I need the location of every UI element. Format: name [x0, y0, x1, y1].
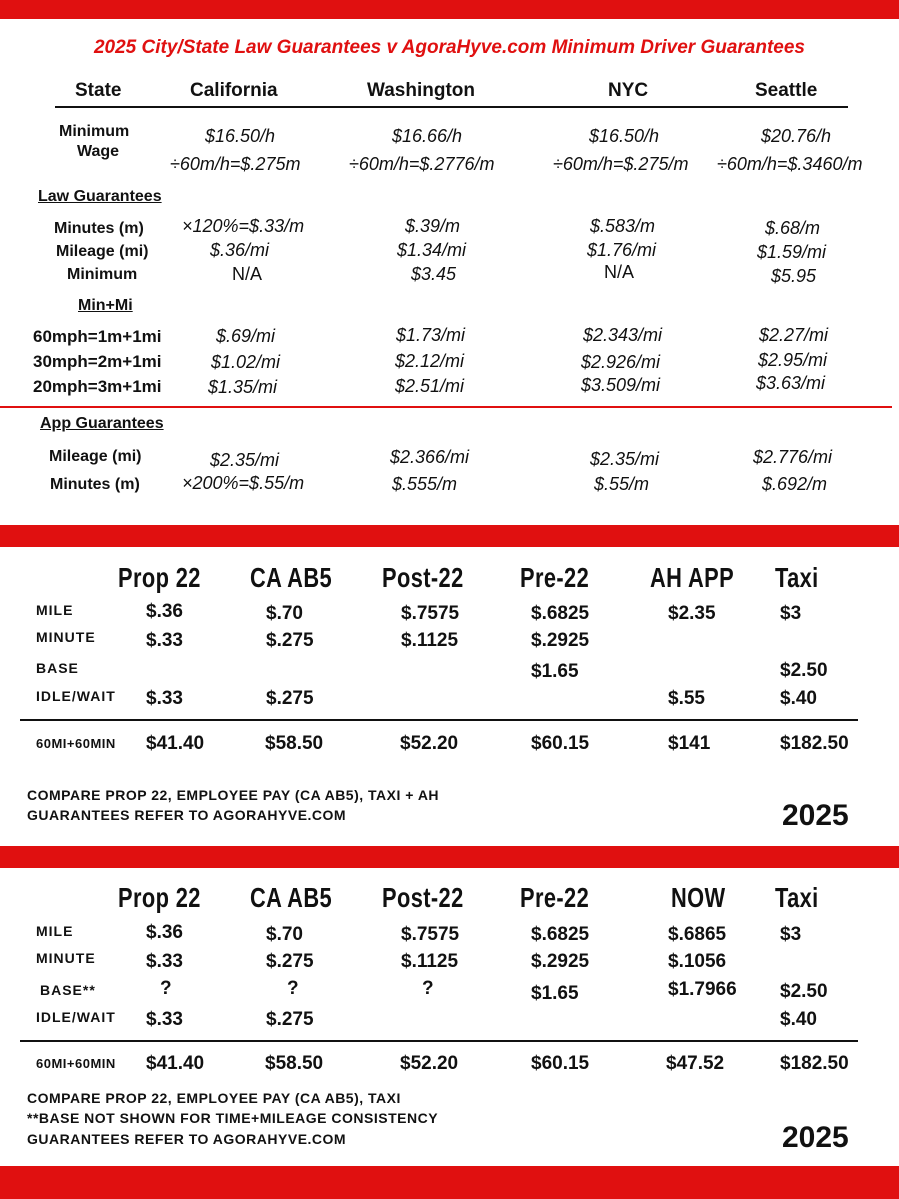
minmi-nyc-20: $3.509/mi — [581, 375, 661, 395]
app-label-minutes: Minutes (m) — [50, 476, 140, 493]
bot-header-prop22: Prop 22 — [118, 882, 201, 913]
law-ca-minimum: N/A — [232, 264, 263, 284]
bot-note-line-3: GUARANTEES REFER TO AGORAHYVE.COM — [27, 1131, 347, 1147]
mid-note-line-2: GUARANTEES REFER TO AGORAHYVE.COM — [27, 807, 347, 823]
mid-taxi-base: $2.50 — [780, 660, 828, 681]
bot-prop22-idle: $.33 — [146, 1009, 183, 1030]
app-ca-minutes: ×200%=$.55/m — [182, 473, 305, 493]
law-wa-minimum: $3.45 — [411, 264, 457, 284]
mid-pre22-minute: $.2925 — [531, 630, 590, 651]
mid-total-post22: $52.20 — [400, 733, 459, 754]
bot-post22-base: ? — [422, 978, 434, 999]
app-seattle-minutes: $.692/m — [762, 474, 828, 494]
app-label-mileage: Mileage (mi) — [49, 448, 142, 465]
bot-total-rule — [20, 1040, 858, 1042]
app-ca-mileage: $2.35/mi — [210, 450, 280, 470]
mid-prop22-mile: $.36 — [146, 601, 183, 622]
mid-ahapp-idle: $.55 — [668, 688, 705, 709]
bot-post22-minute: $.1125 — [401, 951, 459, 972]
mid-label-mile: MILE — [36, 602, 74, 618]
minmi-wa-60: $1.73/mi — [396, 325, 466, 345]
mid-label-base: BASE — [36, 660, 79, 676]
bot-total-post22: $52.20 — [400, 1053, 459, 1074]
law-ca-minutes: ×120%=$.33/m — [182, 216, 305, 236]
app-nyc-mileage: $2.35/mi — [590, 449, 660, 469]
min-mi-heading: Min+Mi — [78, 297, 133, 314]
app-seattle-mileage: $2.776/mi — [753, 447, 833, 467]
mid-pre22-base: $1.65 — [531, 661, 579, 682]
mid-total-ahapp: $141 — [668, 733, 711, 754]
mid-header-ca-ab5: CA AB5 — [250, 562, 333, 593]
mid-total-caab5: $58.50 — [265, 733, 324, 754]
min-wage-minute-ca: ÷60m/h=$.275m — [170, 154, 301, 174]
mid-total-rule — [20, 719, 858, 721]
bot-label-mile: MILE — [36, 923, 74, 939]
middle-red-bar-2 — [0, 846, 899, 868]
mid-post22-mile: $.7575 — [401, 603, 460, 624]
bot-taxi-mile: $3 — [780, 924, 802, 945]
bot-total-taxi: $182.50 — [780, 1053, 849, 1074]
bot-total-pre22: $60.15 — [531, 1053, 590, 1074]
bot-caab5-mile: $.70 — [266, 924, 303, 945]
app-wa-minutes: $.555/m — [392, 474, 458, 494]
bot-header-ca-ab5: CA AB5 — [250, 882, 333, 913]
bot-year: 2025 — [782, 1121, 849, 1154]
minmi-ca-60: $.69/mi — [216, 326, 276, 346]
mid-label-idle: IDLE/WAIT — [36, 688, 116, 704]
bot-pre22-mile: $.6825 — [531, 924, 590, 945]
bot-pre22-minute: $.2925 — [531, 951, 590, 972]
law-guarantees-heading: Law Guarantees — [38, 188, 162, 205]
bottom-red-bar — [0, 1166, 899, 1199]
header-nyc: NYC — [608, 80, 649, 101]
bot-caab5-idle: $.275 — [266, 1009, 314, 1030]
mid-year: 2025 — [782, 799, 849, 832]
mid-label-minute: MINUTE — [36, 629, 96, 645]
min-wage-minute-seattle: ÷60m/h=$.3460/m — [717, 154, 863, 174]
bot-label-minute: MINUTE — [36, 950, 96, 966]
minmi-seattle-60: $2.27/mi — [759, 325, 829, 345]
minmi-ca-30: $1.02/mi — [211, 352, 281, 372]
bot-note-line-2: **BASE NOT SHOWN FOR TIME+MILEAGE CONSISTENCY — [27, 1110, 439, 1126]
law-seattle-mileage: $1.59/mi — [757, 242, 827, 262]
law-nyc-mileage: $1.76/mi — [587, 240, 657, 260]
bot-total-now: $47.52 — [666, 1053, 725, 1074]
app-wa-mileage: $2.366/mi — [390, 447, 470, 467]
mid-total-label: 60MI+60MIN — [36, 736, 116, 751]
minmi-wa-30: $2.12/mi — [395, 351, 465, 371]
bot-header-taxi: Taxi — [775, 882, 819, 913]
min-wage-label-1: Minimum — [59, 123, 130, 140]
min-wage-minute-nyc: ÷60m/h=$.275/m — [553, 154, 689, 174]
header-washington: Washington — [367, 80, 475, 101]
mid-prop22-minute: $.33 — [146, 630, 183, 651]
bot-caab5-minute: $.275 — [266, 951, 314, 972]
top-red-bar — [0, 0, 899, 19]
middle-red-bar-1 — [0, 525, 899, 547]
bot-prop22-minute: $.33 — [146, 951, 183, 972]
law-seattle-minutes: $.68/m — [765, 218, 821, 238]
bot-now-mile: $.6865 — [668, 924, 727, 945]
header-california: California — [190, 80, 278, 101]
minmi-label-60: 60mph=1m+1mi — [33, 327, 162, 346]
law-label-minutes: Minutes (m) — [54, 220, 144, 237]
mid-total-pre22: $60.15 — [531, 733, 590, 754]
bot-now-minute: $.1056 — [668, 951, 727, 972]
min-wage-label-2: Wage — [77, 143, 120, 160]
minmi-label-30: 30mph=2m+1mi — [33, 352, 162, 371]
mid-post22-minute: $.1125 — [401, 630, 459, 651]
bot-prop22-mile: $.36 — [146, 922, 183, 943]
bot-header-post22: Post-22 — [382, 882, 464, 913]
law-label-mileage: Mileage (mi) — [56, 243, 149, 260]
mid-header-ah-app: AH APP — [650, 562, 735, 593]
header-state: State — [75, 80, 122, 101]
minmi-nyc-30: $2.926/mi — [581, 352, 661, 372]
minmi-seattle-20: $3.63/mi — [756, 373, 826, 393]
bot-label-base: BASE** — [40, 982, 96, 998]
bot-header-pre22: Pre-22 — [520, 882, 590, 913]
bot-note-line-1: COMPARE PROP 22, EMPLOYEE PAY (CA AB5), TAXI — [27, 1090, 401, 1106]
mid-caab5-idle: $.275 — [266, 688, 314, 709]
minmi-wa-20: $2.51/mi — [395, 376, 465, 396]
law-nyc-minimum: N/A — [604, 262, 635, 282]
bot-taxi-base: $2.50 — [780, 981, 828, 1002]
law-wa-mileage: $1.34/mi — [397, 240, 467, 260]
min-wage-hourly-ca: $16.50/h — [205, 126, 276, 146]
min-wage-hourly-wa: $16.66/h — [392, 126, 463, 146]
mid-header-pre22: Pre-22 — [520, 562, 590, 593]
header-seattle: Seattle — [755, 80, 818, 101]
page-title: 2025 City/State Law Guarantees v AgoraHyve.com Minimum Driver Guarantees — [93, 37, 805, 58]
bot-taxi-idle: $.40 — [780, 1009, 817, 1030]
minmi-nyc-60: $2.343/mi — [583, 325, 663, 345]
mid-header-prop22: Prop 22 — [118, 562, 201, 593]
mid-pre22-mile: $.6825 — [531, 603, 590, 624]
mid-taxi-mile: $3 — [780, 603, 802, 624]
mid-prop22-idle: $.33 — [146, 688, 183, 709]
min-wage-minute-wa: ÷60m/h=$.2776/m — [349, 154, 495, 174]
mid-ahapp-mile: $2.35 — [668, 603, 716, 624]
minmi-seattle-30: $2.95/mi — [758, 350, 828, 370]
mid-total-prop22: $41.40 — [146, 733, 205, 754]
mid-header-taxi: Taxi — [775, 562, 819, 593]
min-wage-hourly-seattle: $20.76/h — [761, 126, 832, 146]
mid-taxi-idle: $.40 — [780, 688, 817, 709]
law-nyc-minutes: $.583/m — [590, 216, 656, 236]
law-ca-mileage: $.36/mi — [210, 240, 270, 260]
bot-pre22-base: $1.65 — [531, 983, 579, 1004]
bot-post22-mile: $.7575 — [401, 924, 460, 945]
mid-note-line-1: COMPARE PROP 22, EMPLOYEE PAY (CA AB5), TAXI + AH — [27, 787, 440, 803]
bot-total-prop22: $41.40 — [146, 1053, 205, 1074]
bot-total-caab5: $58.50 — [265, 1053, 324, 1074]
mid-header-post22: Post-22 — [382, 562, 464, 593]
bot-now-base: $1.7966 — [668, 979, 737, 1000]
app-guarantees-heading: App Guarantees — [40, 415, 164, 432]
minmi-label-20: 20mph=3m+1mi — [33, 377, 162, 396]
bot-prop22-base: ? — [160, 978, 172, 999]
app-nyc-minutes: $.55/m — [594, 474, 650, 494]
mid-caab5-mile: $.70 — [266, 603, 303, 624]
law-app-divider — [0, 406, 892, 408]
bot-total-label: 60MI+60MIN — [36, 1056, 116, 1071]
header-rule — [55, 106, 848, 108]
minmi-ca-20: $1.35/mi — [208, 377, 278, 397]
mid-total-taxi: $182.50 — [780, 733, 849, 754]
law-seattle-minimum: $5.95 — [771, 266, 817, 286]
bot-caab5-base: ? — [287, 978, 299, 999]
mid-caab5-minute: $.275 — [266, 630, 314, 651]
bot-header-now: NOW — [671, 882, 726, 913]
law-label-minimum: Minimum — [67, 266, 138, 283]
law-wa-minutes: $.39/m — [405, 216, 461, 236]
bot-label-idle: IDLE/WAIT — [36, 1009, 116, 1025]
min-wage-hourly-nyc: $16.50/h — [589, 126, 660, 146]
